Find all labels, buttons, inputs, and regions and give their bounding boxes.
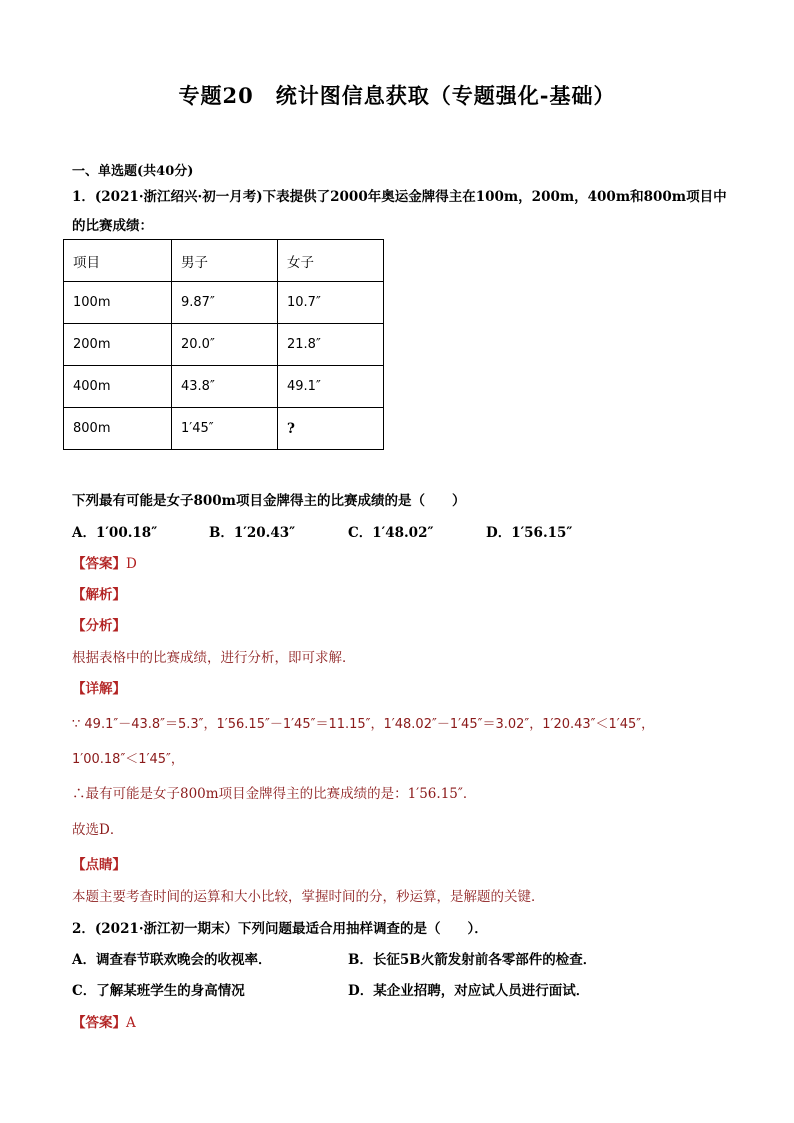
q2-option-b: B．长征5B火箭发射前各零部件的检查．: [348, 952, 597, 968]
table-cell: 9.87″: [172, 282, 278, 324]
table-cell: 1′45″: [172, 408, 278, 450]
answer-label: 【答案】: [72, 1015, 126, 1031]
choose-line: 故选D．: [72, 822, 124, 838]
answer-value: D: [126, 556, 137, 572]
analysis-label: 【解析】: [72, 587, 126, 603]
answer-label: 【答案】: [72, 556, 126, 572]
detail-line1: ∵ 49.1″－43.8″＝5.3″，1′56.15″－1′45″＝11.15″，1′48.02″－1′45″＝3.02″，1′20.43″＜1′45″，: [72, 717, 655, 732]
dianjing-label: 【点睛】: [72, 857, 126, 873]
fenxi-text: 根据表格中的比赛成绩，进行分析，即可求解．: [72, 650, 356, 666]
q1-answer: [72, 552, 137, 572]
table-cell: 800m: [64, 408, 172, 450]
q2-option-a: A．调查春节联欢晚会的收视率．: [72, 952, 272, 968]
table-header-cell: 项目: [64, 240, 172, 282]
dianjing-text: 本题主要考查时间的运算和大小比较，掌握时间的分，秒运算，是解题的关键．: [72, 889, 545, 905]
q1-option-b: B．1′20.43″: [209, 525, 296, 541]
table-cell: 400m: [64, 366, 172, 408]
q2-option-c: C．了解某班学生的身高情况: [72, 983, 245, 999]
q1-question: 下列最有可能是女子800m项目金牌得主的比赛成绩的是（ ）: [72, 493, 466, 509]
q1-stem-line2: 的比赛成绩：: [72, 218, 153, 234]
table-cell: 20.0″: [172, 324, 278, 366]
table-cell: 200m: [64, 324, 172, 366]
detail-line3: ∴最有可能是女子800m项目金牌得主的比赛成绩的是：1′56.15″．: [72, 786, 477, 802]
table-row: [64, 408, 384, 450]
table-row: [64, 324, 384, 366]
table-row: [64, 282, 384, 324]
q1-stem-line1: 1．(2021·浙江绍兴·初一月考)下表提供了2000年奥运金牌得主在100m，200m，400m和800m项目中: [72, 189, 727, 205]
table-cell: 100m: [64, 282, 172, 324]
table-cell: 49.1″: [278, 366, 384, 408]
section-heading: 一、单选题(共40分): [72, 164, 194, 179]
table-header-cell: 男子: [172, 240, 278, 282]
detail-label: 【详解】: [72, 681, 126, 697]
table-header-cell: 女子: [278, 240, 384, 282]
table-cell: 10.7″: [278, 282, 384, 324]
table-row: [64, 366, 384, 408]
table-cell: 21.8″: [278, 324, 384, 366]
detail-line2: 1′00.18″＜1′45″，: [72, 752, 184, 767]
fenxi-label: 【分析】: [72, 618, 126, 634]
q1-option-a: A．1′00.18″: [72, 525, 158, 541]
q1-option-d: D．1′56.15″: [486, 525, 573, 541]
q2-question: 2．(2021·浙江初一期末）下列问题最适合用抽样调查的是（ ）．: [72, 921, 488, 937]
page-title: 专题20 统计图信息获取（专题强化-基础）: [178, 83, 616, 108]
table-header-row: [64, 240, 384, 282]
score-table: [63, 239, 384, 450]
answer-value: A: [126, 1015, 136, 1031]
table-cell: 43.8″: [172, 366, 278, 408]
q1-option-c: C．1′48.02″: [348, 525, 434, 541]
q2-option-d: D．某企业招聘，对应试人员进行面试．: [348, 983, 590, 999]
table-cell-unknown: ?: [278, 408, 384, 450]
q2-answer: [72, 1011, 136, 1031]
